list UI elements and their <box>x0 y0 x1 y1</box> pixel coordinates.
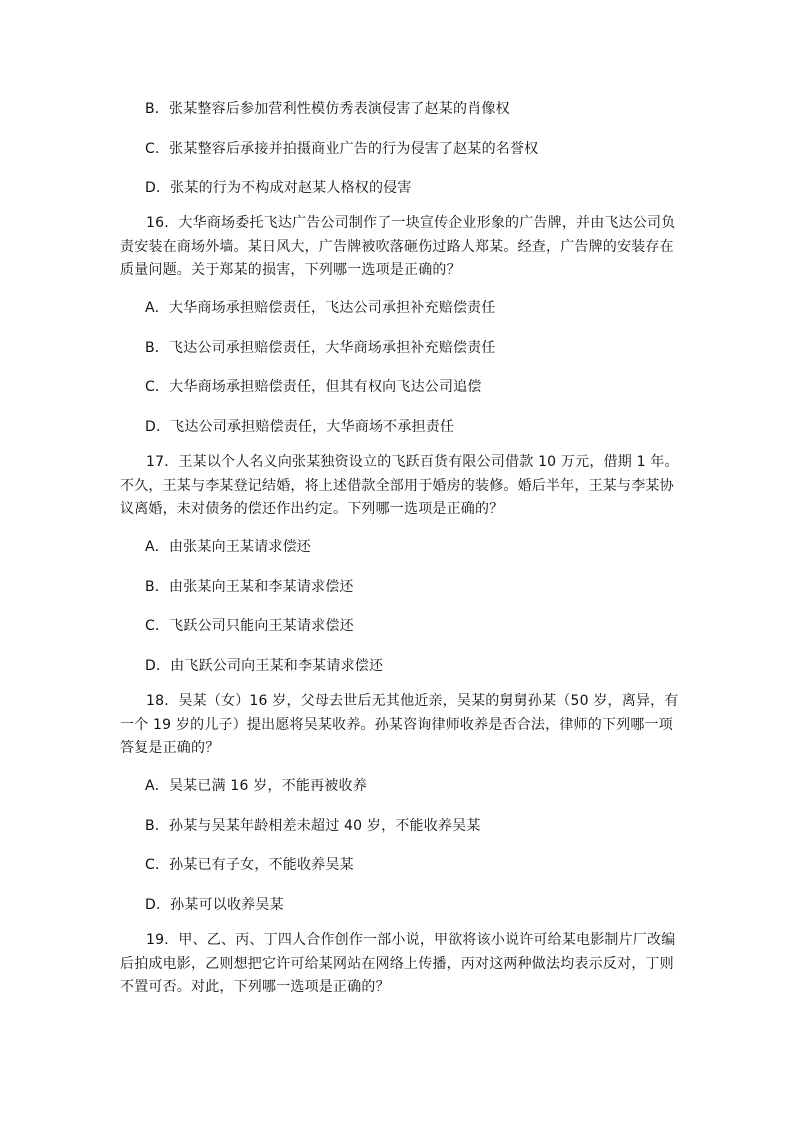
option-17-b: B．由张某向王某和李某请求偿还 <box>145 579 354 595</box>
option-17-c: C．飞跃公司只能向王某请求偿还 <box>145 618 354 634</box>
option-18-a: A．吴某已满 16 岁，不能再被收养 <box>145 778 367 794</box>
option-18-d: D．孙某可以收养吴某 <box>145 897 284 913</box>
option-18-c: C．孙某已有子女，不能收养吴某 <box>145 857 354 873</box>
question-18: 18．吴某（女）16 岁，父母去世后无其他近亲，吴某的舅舅孙某（50 岁，离异，有一个 19 岁的儿子）提出愿将吴某收养。孙某咨询律师收养是否合法，律师的下列哪一项答复是正确的？ <box>120 693 679 756</box>
question-19: 19．甲、乙、丙、丁四人合作创作一部小说，甲欲将该小说许可给某电影制片厂改编后拍成电影，乙则想把它许可给某网站在网络上传播，丙对这两种做法均表示反对，丁则不置可否。对此，下列哪一选项是正确的？ <box>120 932 676 995</box>
option-15-b: B．张某整容后参加营利性模仿秀表演侵害了赵某的肖像权 <box>145 101 510 117</box>
option-15-c: C．张某整容后承接并拍摄商业广告的行为侵害了赵某的名誉权 <box>145 141 539 157</box>
option-15-d: D．张某的行为不构成对赵某人格权的侵害 <box>145 180 412 196</box>
option-16-c: C．大华商场承担赔偿责任，但其有权向飞达公司追偿 <box>145 379 482 395</box>
option-16-a: A．大华商场承担赔偿责任，飞达公司承担补充赔偿责任 <box>145 300 496 316</box>
question-17: 17．王某以个人名义向张某独资设立的飞跃百货有限公司借款 10 万元，借期 1 年。不久，王某与李某登记结婚，将上述借款全部用于婚房的装修。婚后半年，王某与李某协议离婚，未对债务的偿还作出约定。下列哪一选项是正确的？ <box>120 454 679 517</box>
option-16-d: D．飞达公司承担赔偿责任，大华商场不承担责任 <box>145 419 455 435</box>
option-18-b: B．孙某与吴某年龄相差未超过 40 岁，不能收养吴某 <box>145 818 481 834</box>
option-16-b: B．飞达公司承担赔偿责任，大华商场承担补充赔偿责任 <box>145 340 496 356</box>
option-17-a: A．由张某向王某请求偿还 <box>145 539 311 555</box>
question-16: 16．大华商场委托飞达广告公司制作了一块宣传企业形象的广告牌，并由飞达公司负责安装在商场外墙。某日风大，广告牌被吹落砸伤过路人郑某。经查，广告牌的安装存在质量问题。关于郑某的损害，下列哪一选项是正确的？ <box>120 215 676 278</box>
option-17-d: D．由飞跃公司向王某和李某请求偿还 <box>145 658 384 674</box>
